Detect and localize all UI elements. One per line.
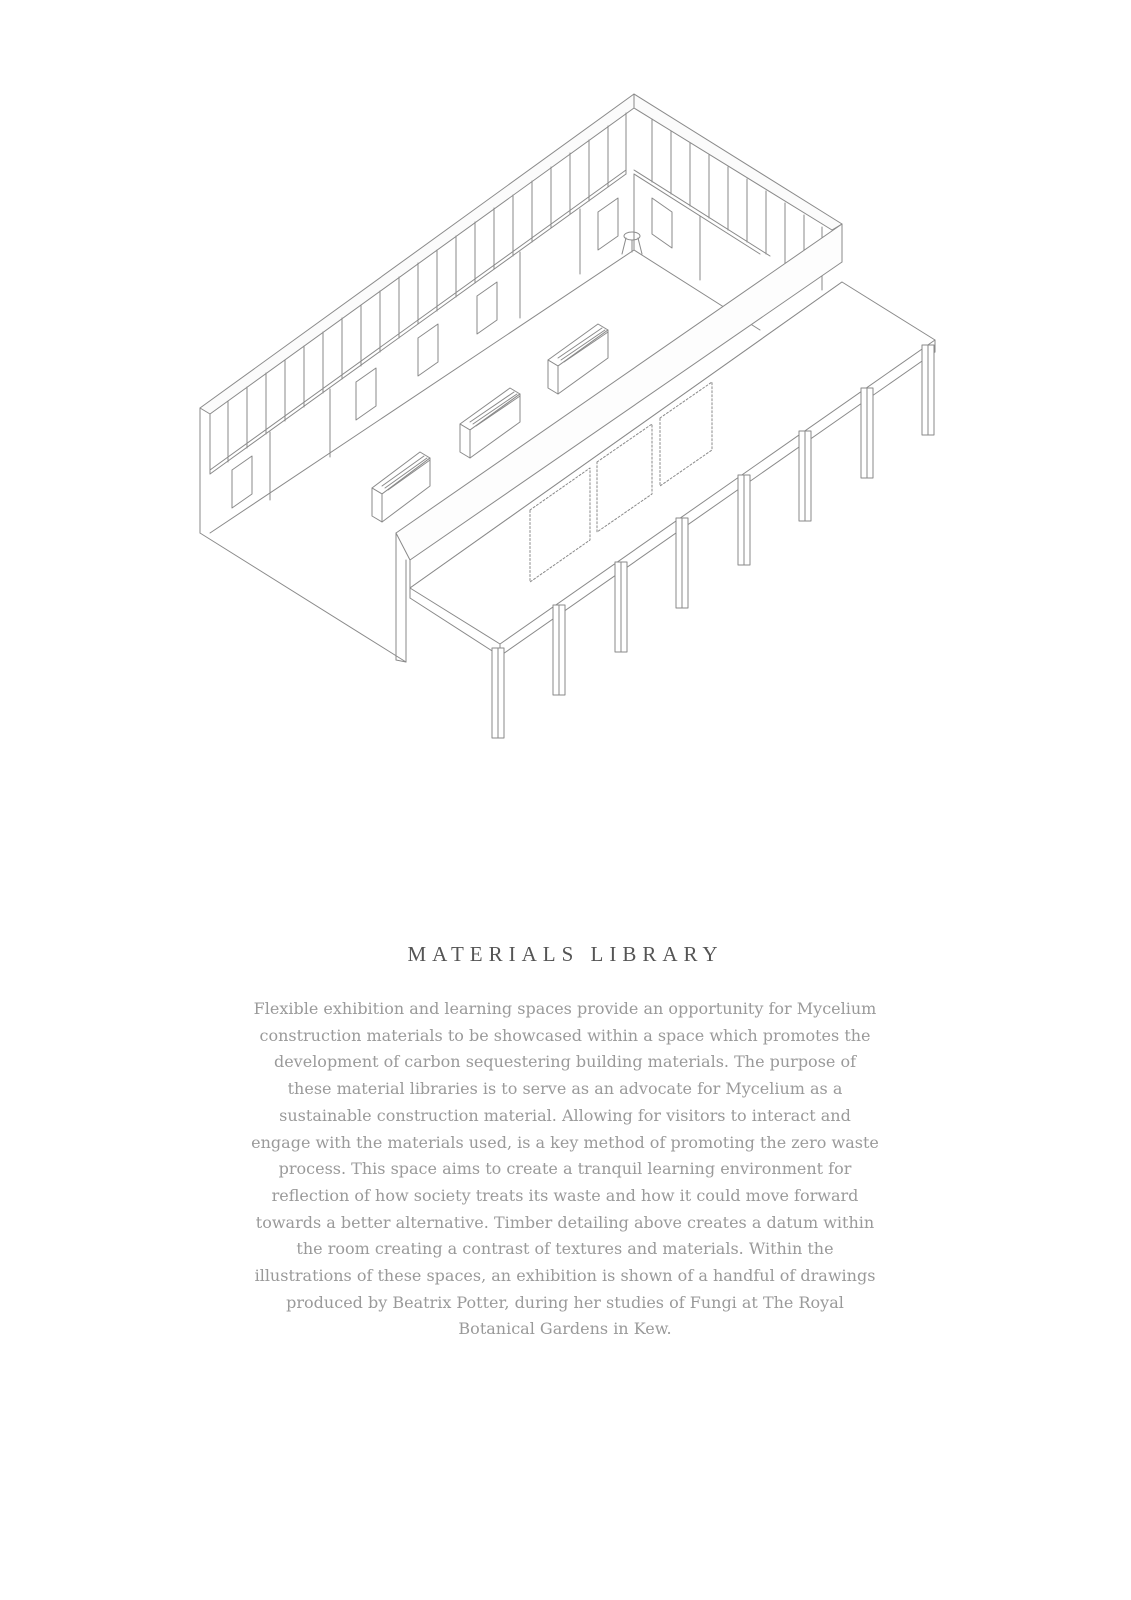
display-cabinet-1: [372, 452, 430, 522]
display-cabinet-2: [460, 388, 520, 458]
display-cabinet-3: [548, 324, 608, 394]
body-paragraph: Flexible exhibition and learning spaces provide an opportunity for Mycelium construction materials to be showcased within a space which promotes the development of carbon sequestering building materials. The purpose of these material libraries is to serve as an advocate for Mycelium as a sustainable construction material. Allowing for visitors to interact and engage with the materials used, is a key method of promoting the zero waste process. This space aims to create a tranquil learning environment for reflection of how society treats its waste and how it could move forward towards a better alternative. Timber detailing above creates a datum within the room creating a contrast of textures and materials. Within the illustrations of these spaces, an exhibition is shown of a handful of drawings produced by Beatrix Potter, during her studies of Fungi at The Royal Botanical Gardens in Kew.: [251, 999, 879, 1339]
page-title: MATERIALS LIBRARY: [407, 942, 724, 966]
stool: [622, 232, 642, 254]
